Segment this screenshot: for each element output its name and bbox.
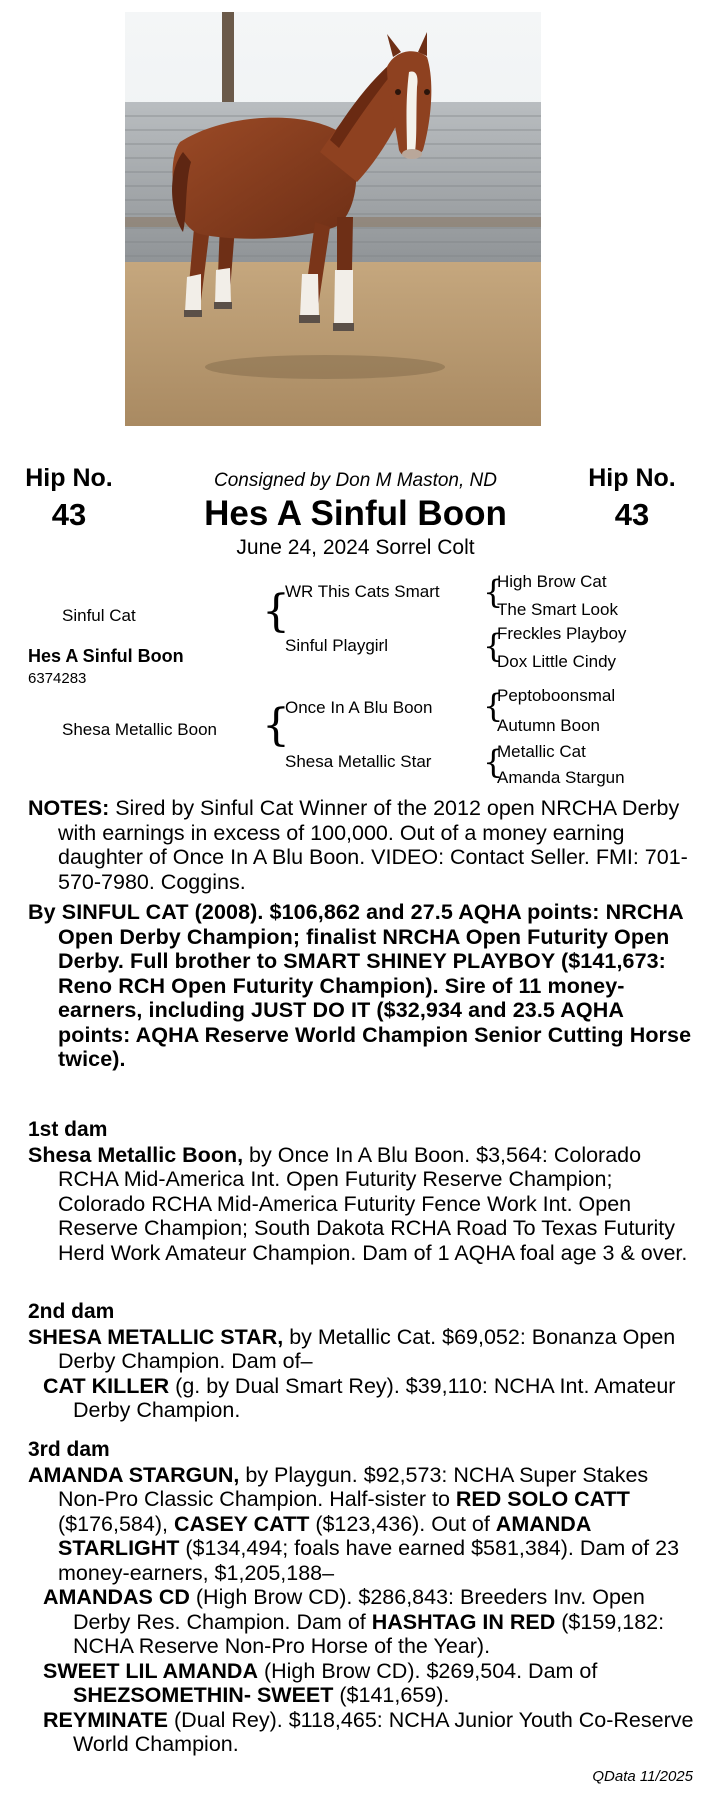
pedigree-sire-sire: WR This Cats Smart [285,582,440,601]
second-dam-text: by Metallic Cat. $69,052: Bonanza Open Derby Champion. Dam of– [58,1324,676,1373]
second-dam-heading: 2nd dam [28,1300,115,1323]
second-dam-section [28,1300,696,1423]
third-dam-name: AMANDA STARGUN, [28,1462,240,1487]
pedigree-brace: { [483,687,504,725]
pedigree-brace: { [483,743,504,781]
sire-summary: By SINFUL CAT (2008). $106,862 and 27.5 AQHA points: NRCHA Open Derby Champion; finalist NRCHA Open Futurity Open Derby. Full brother to SMART SHINEY PLAYBOY ($141,673: Reno RCH Open Futurity Champion). Sire of 11 money-earners, including JUST DO IT ($32,934 and 23.5 AQHA points: AQHA Reserve World Champion Senior Cutting Horse twice). [28,900,692,1071]
dam-name: AMANDA STARLIGHT [58,1511,591,1560]
pedigree-dam-dam: Shesa Metallic Star [285,752,432,771]
notes-section [28,796,696,894]
dam-text: ($134,494; foals have earned $581,384). Dam of 23 money-earners, $1,205,188– [58,1536,680,1585]
grand-progeny-text: ($159,182: NCHA Reserve Non-Pro Horse of the Year). [73,1609,665,1658]
pedigree-sire-dam: Sinful Playgirl [285,636,388,655]
progeny-name: SWEET LIL AMANDA [43,1658,258,1683]
notes-label: NOTES: [28,796,110,820]
grand-progeny-text: ($141,659). [333,1683,450,1707]
horse-photo-image [125,12,541,426]
foaled-line: June 24, 2024 Sorrel Colt [236,536,475,559]
notes-text: Sired by Sinful Cat Winner of the 2012 open NRCHA Derby with earnings in excess of 100,000. Out of a money earning daughter of Once In A Blu Boon. VIDEO: Contact Seller. FMI: 701-570-7980. Coggins. [58,796,688,894]
first-dam-heading: 1st dam [28,1118,108,1141]
pedigree-dd-dam: Amanda Stargun [497,768,625,787]
pedigree-subject: Hes A Sinful Boon [28,646,184,666]
progeny-name: CAT KILLER [43,1373,170,1398]
consignor-line: Consigned by Don M Maston, ND [213,470,497,491]
pedigree-sd-sire: Freckles Playboy [497,624,627,643]
sire-summary-section [28,900,696,1072]
first-dam-text: by Once In A Blu Boon. $3,564: Colorado RCHA Mid-America Int. Open Futurity Reserve Champion; Colorado RCHA Mid-America Futurity Fence Work Int. Open Reserve Champion; South Dakota RCHA Road To Texas Futurity Herd Work Amateur Champion. Dam of 1 AQHA foal age 3 & over. [58,1142,688,1265]
progeny-text: (High Brow CD). $269,504. Dam of [258,1658,598,1683]
pedigree-sd-dam: Dox Little Cindy [497,652,617,671]
progeny-text: (Dual Rey). $118,465: NCHA Junior Youth Co-Reserve World Champion. [73,1707,694,1756]
progeny-text: (High Brow CD). $286,843: Breeders Inv. Open Derby Res. Champion. Dam of [73,1585,645,1634]
hip-label: Hip No. [588,464,676,492]
pedigree-ss-dam: The Smart Look [497,600,618,619]
sibling-text: ($123,436). Out of [309,1511,496,1536]
pedigree-registration: 6374283 [28,670,87,687]
third-dam-section [28,1438,696,1757]
sibling-text: ($176,584), [58,1511,174,1536]
hip-label: Hip No. [25,464,113,492]
pedigree-ds-sire: Peptoboonsmal [497,686,616,705]
pedigree-dam-sire: Once In A Blu Boon [285,698,433,717]
progeny-name: REYMINATE [43,1707,169,1732]
first-dam-section [28,1118,696,1265]
hip-number: 43 [614,497,650,532]
horse-name-title: Hes A Sinful Boon [204,494,507,533]
third-dam-heading: 3rd dam [28,1438,110,1461]
pedigree-dd-sire: Metallic Cat [497,742,586,761]
footer-qdata: QData 11/2025 [592,1768,693,1785]
grand-progeny-name: SHEZSOMETHIN- SWEET [73,1683,334,1707]
third-dam-text: by Playgun. $92,573: NCHA Super Stakes Non-Pro Classic Champion. Half-sister to [58,1462,649,1511]
pedigree-sire: Sinful Cat [62,606,136,625]
pedigree-brace: { [483,573,504,611]
pedigree-dam: Shesa Metallic Boon [62,720,217,739]
pedigree-ss-sire: High Brow Cat [497,572,607,591]
pedigree-brace: { [262,700,290,751]
pedigree-ds-dam: Autumn Boon [497,716,601,735]
first-dam-name: Shesa Metallic Boon, [28,1142,244,1167]
progeny-name: AMANDAS CD [43,1585,190,1609]
grand-progeny-name: HASHTAG IN RED [371,1609,556,1634]
horse-photo [125,12,541,426]
second-dam-name: SHESA METALLIC STAR, [28,1324,284,1349]
sibling-name: CASEY CATT [173,1511,310,1536]
pedigree-brace: { [483,627,504,665]
hip-number: 43 [51,497,87,532]
pedigree-brace: { [262,586,290,637]
sibling-name: RED SOLO CATT [455,1487,630,1511]
progeny-text: (g. by Dual Smart Rey). $39,110: NCHA Int. Amateur Derby Champion. [73,1373,676,1422]
